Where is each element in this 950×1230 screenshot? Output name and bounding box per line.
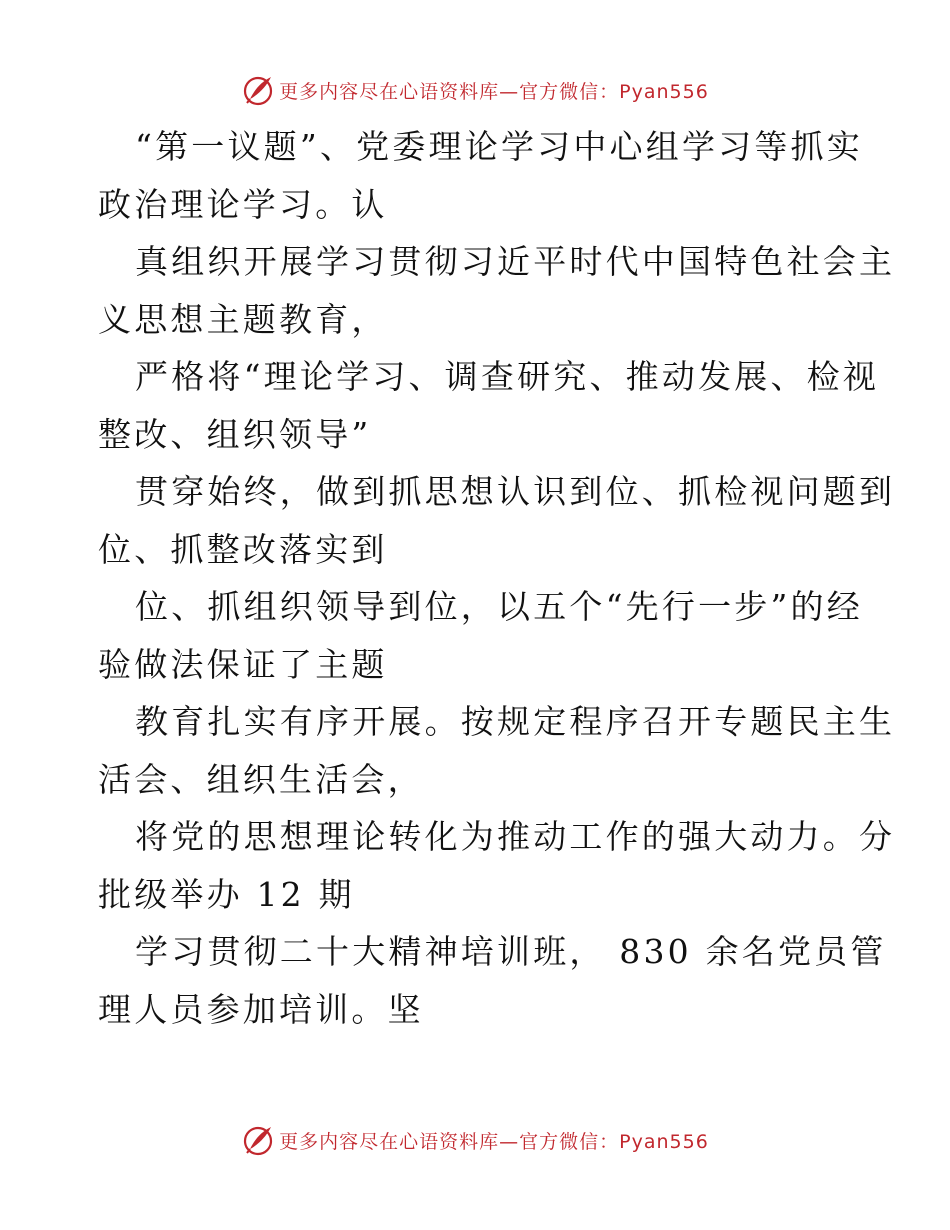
- body-line: 活会、组织生活会，: [98, 759, 424, 799]
- body-line: 将党的思想理论转化为推动工作的强大动力。分: [135, 817, 896, 856]
- body-line: 贯穿始终，做到抓思想认识到位、抓检视问题到: [135, 472, 896, 511]
- body-line: 义思想主题教育，: [98, 299, 388, 339]
- body-line: 政治理论学习。认: [98, 184, 388, 224]
- body-line: 位、抓整改落实到: [98, 529, 388, 569]
- body-line: 验做法保证了主题: [98, 644, 388, 684]
- body-line: 严格将“理论学习、调查研究、推动发展、检视: [135, 357, 880, 396]
- document-body: [98, 118, 896, 1038]
- body-line: 位、抓组织领导到位，以五个“先行一步”的经: [135, 587, 863, 626]
- watermark-text: 更多内容尽在心语资料库—官方微信：Pyan556: [279, 1130, 709, 1153]
- body-line: 教育扎实有序开展。按规定程序召开专题民主生: [135, 702, 896, 741]
- header-watermark: [0, 70, 950, 110]
- body-line: 整改、组织领导”: [98, 414, 372, 454]
- feather-quill-logo-icon: [241, 1123, 275, 1157]
- body-line: 学习贯彻二十大精神培训班， 830 余名党员管: [135, 932, 887, 971]
- footer-watermark: [0, 1120, 950, 1160]
- body-line: 理人员参加培训。坚: [98, 989, 424, 1029]
- feather-quill-logo-icon: [241, 73, 275, 107]
- body-line: 批级举办 12 期: [98, 874, 355, 914]
- watermark-text: 更多内容尽在心语资料库—官方微信：Pyan556: [279, 80, 709, 103]
- body-line: 真组织开展学习贯彻习近平时代中国特色社会主: [135, 242, 896, 281]
- body-line: “第一议题”、党委理论学习中心组学习等抓实: [135, 127, 863, 166]
